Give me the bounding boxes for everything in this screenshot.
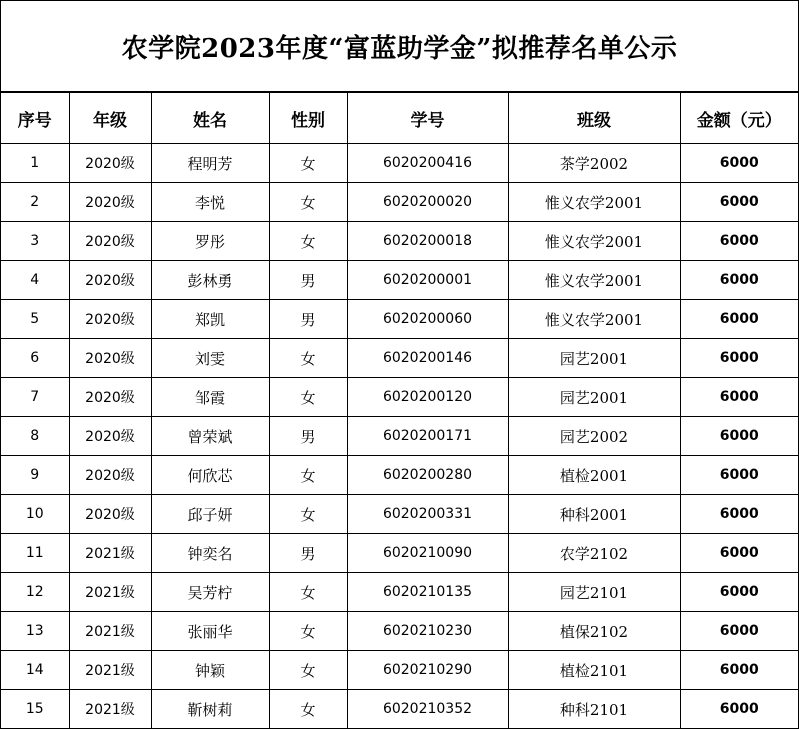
cell-name: 何欣芯 bbox=[151, 456, 269, 495]
table-row bbox=[1, 417, 798, 456]
page-title: 农学院2023年度“富蓝助学金”拟推荐名单公示 bbox=[1, 1, 798, 92]
cell-amount: 6000 bbox=[680, 417, 798, 456]
cell-gender: 女 bbox=[269, 183, 347, 222]
cell-grade: 2020级 bbox=[69, 456, 151, 495]
table-row bbox=[1, 378, 798, 417]
cell-seq: 7 bbox=[1, 378, 69, 417]
table-row bbox=[1, 183, 798, 222]
cell-class: 惟义农学2001 bbox=[508, 183, 680, 222]
cell-gender: 女 bbox=[269, 378, 347, 417]
table-row bbox=[1, 612, 798, 651]
cell-student-id: 6020210230 bbox=[347, 612, 508, 651]
cell-student-id: 6020210135 bbox=[347, 573, 508, 612]
recipient-table bbox=[1, 92, 798, 728]
cell-grade: 2021级 bbox=[69, 690, 151, 729]
cell-class: 植保2102 bbox=[508, 612, 680, 651]
cell-student-id: 6020210290 bbox=[347, 651, 508, 690]
cell-class: 园艺2002 bbox=[508, 417, 680, 456]
cell-grade: 2021级 bbox=[69, 651, 151, 690]
cell-gender: 男 bbox=[269, 261, 347, 300]
cell-seq: 11 bbox=[1, 534, 69, 573]
cell-student-id: 6020200331 bbox=[347, 495, 508, 534]
cell-grade: 2020级 bbox=[69, 183, 151, 222]
cell-name: 郑凯 bbox=[151, 300, 269, 339]
header-student-id: 学号 bbox=[347, 93, 508, 144]
cell-gender: 女 bbox=[269, 144, 347, 183]
cell-seq: 9 bbox=[1, 456, 69, 495]
cell-grade: 2020级 bbox=[69, 300, 151, 339]
cell-name: 曾荣斌 bbox=[151, 417, 269, 456]
cell-seq: 14 bbox=[1, 651, 69, 690]
cell-grade: 2020级 bbox=[69, 222, 151, 261]
table-row bbox=[1, 534, 798, 573]
cell-grade: 2020级 bbox=[69, 261, 151, 300]
cell-gender: 女 bbox=[269, 339, 347, 378]
table-row bbox=[1, 690, 798, 729]
cell-class: 惟义农学2001 bbox=[508, 300, 680, 339]
header-grade: 年级 bbox=[69, 93, 151, 144]
cell-class: 园艺2101 bbox=[508, 573, 680, 612]
table-row bbox=[1, 222, 798, 261]
cell-name: 彭林勇 bbox=[151, 261, 269, 300]
cell-class: 植检2101 bbox=[508, 651, 680, 690]
cell-student-id: 6020200416 bbox=[347, 144, 508, 183]
cell-grade: 2021级 bbox=[69, 534, 151, 573]
cell-student-id: 6020210090 bbox=[347, 534, 508, 573]
cell-gender: 男 bbox=[269, 534, 347, 573]
cell-amount: 6000 bbox=[680, 534, 798, 573]
cell-class: 植检2001 bbox=[508, 456, 680, 495]
cell-name: 刘雯 bbox=[151, 339, 269, 378]
cell-class: 园艺2001 bbox=[508, 378, 680, 417]
cell-student-id: 6020200018 bbox=[347, 222, 508, 261]
cell-student-id: 6020200146 bbox=[347, 339, 508, 378]
table-row bbox=[1, 651, 798, 690]
cell-grade: 2020级 bbox=[69, 495, 151, 534]
cell-seq: 1 bbox=[1, 144, 69, 183]
cell-student-id: 6020200120 bbox=[347, 378, 508, 417]
cell-name: 程明芳 bbox=[151, 144, 269, 183]
cell-name: 邹霞 bbox=[151, 378, 269, 417]
cell-amount: 6000 bbox=[680, 690, 798, 729]
cell-grade: 2021级 bbox=[69, 573, 151, 612]
table-row bbox=[1, 261, 798, 300]
cell-gender: 女 bbox=[269, 456, 347, 495]
cell-seq: 4 bbox=[1, 261, 69, 300]
cell-name: 钟颖 bbox=[151, 651, 269, 690]
cell-amount: 6000 bbox=[680, 339, 798, 378]
cell-gender: 女 bbox=[269, 222, 347, 261]
cell-gender: 男 bbox=[269, 417, 347, 456]
cell-grade: 2020级 bbox=[69, 339, 151, 378]
cell-amount: 6000 bbox=[680, 456, 798, 495]
cell-student-id: 6020200020 bbox=[347, 183, 508, 222]
table-row bbox=[1, 339, 798, 378]
cell-name: 靳树莉 bbox=[151, 690, 269, 729]
cell-seq: 15 bbox=[1, 690, 69, 729]
table-row bbox=[1, 300, 798, 339]
cell-student-id: 6020200060 bbox=[347, 300, 508, 339]
cell-grade: 2020级 bbox=[69, 378, 151, 417]
cell-seq: 6 bbox=[1, 339, 69, 378]
cell-student-id: 6020200001 bbox=[347, 261, 508, 300]
cell-seq: 12 bbox=[1, 573, 69, 612]
cell-name: 吴芳柠 bbox=[151, 573, 269, 612]
cell-gender: 女 bbox=[269, 612, 347, 651]
cell-seq: 10 bbox=[1, 495, 69, 534]
cell-amount: 6000 bbox=[680, 612, 798, 651]
cell-amount: 6000 bbox=[680, 222, 798, 261]
header-class: 班级 bbox=[508, 93, 680, 144]
cell-gender: 女 bbox=[269, 495, 347, 534]
cell-name: 邱子妍 bbox=[151, 495, 269, 534]
cell-student-id: 6020210352 bbox=[347, 690, 508, 729]
cell-name: 钟奕名 bbox=[151, 534, 269, 573]
cell-class: 茶学2002 bbox=[508, 144, 680, 183]
header-amount: 金额（元） bbox=[680, 93, 798, 144]
table-row bbox=[1, 495, 798, 534]
cell-gender: 女 bbox=[269, 690, 347, 729]
cell-student-id: 6020200280 bbox=[347, 456, 508, 495]
cell-gender: 女 bbox=[269, 573, 347, 612]
cell-name: 罗彤 bbox=[151, 222, 269, 261]
cell-seq: 3 bbox=[1, 222, 69, 261]
header-gender: 性别 bbox=[269, 93, 347, 144]
cell-grade: 2021级 bbox=[69, 612, 151, 651]
cell-grade: 2020级 bbox=[69, 144, 151, 183]
cell-amount: 6000 bbox=[680, 495, 798, 534]
cell-amount: 6000 bbox=[680, 651, 798, 690]
cell-class: 惟义农学2001 bbox=[508, 261, 680, 300]
table-header-row bbox=[1, 93, 798, 144]
cell-amount: 6000 bbox=[680, 144, 798, 183]
cell-amount: 6000 bbox=[680, 300, 798, 339]
cell-class: 惟义农学2001 bbox=[508, 222, 680, 261]
cell-class: 园艺2001 bbox=[508, 339, 680, 378]
cell-seq: 5 bbox=[1, 300, 69, 339]
cell-amount: 6000 bbox=[680, 261, 798, 300]
table-row bbox=[1, 456, 798, 495]
header-seq: 序号 bbox=[1, 93, 69, 144]
header-name: 姓名 bbox=[151, 93, 269, 144]
table-row bbox=[1, 144, 798, 183]
cell-seq: 13 bbox=[1, 612, 69, 651]
cell-amount: 6000 bbox=[680, 378, 798, 417]
cell-amount: 6000 bbox=[680, 183, 798, 222]
cell-amount: 6000 bbox=[680, 573, 798, 612]
cell-class: 种科2001 bbox=[508, 495, 680, 534]
table-row bbox=[1, 573, 798, 612]
cell-name: 张丽华 bbox=[151, 612, 269, 651]
cell-class: 农学2102 bbox=[508, 534, 680, 573]
cell-class: 种科2101 bbox=[508, 690, 680, 729]
cell-gender: 女 bbox=[269, 651, 347, 690]
cell-seq: 2 bbox=[1, 183, 69, 222]
cell-grade: 2020级 bbox=[69, 417, 151, 456]
cell-gender: 男 bbox=[269, 300, 347, 339]
cell-name: 李悦 bbox=[151, 183, 269, 222]
cell-seq: 8 bbox=[1, 417, 69, 456]
cell-student-id: 6020200171 bbox=[347, 417, 508, 456]
